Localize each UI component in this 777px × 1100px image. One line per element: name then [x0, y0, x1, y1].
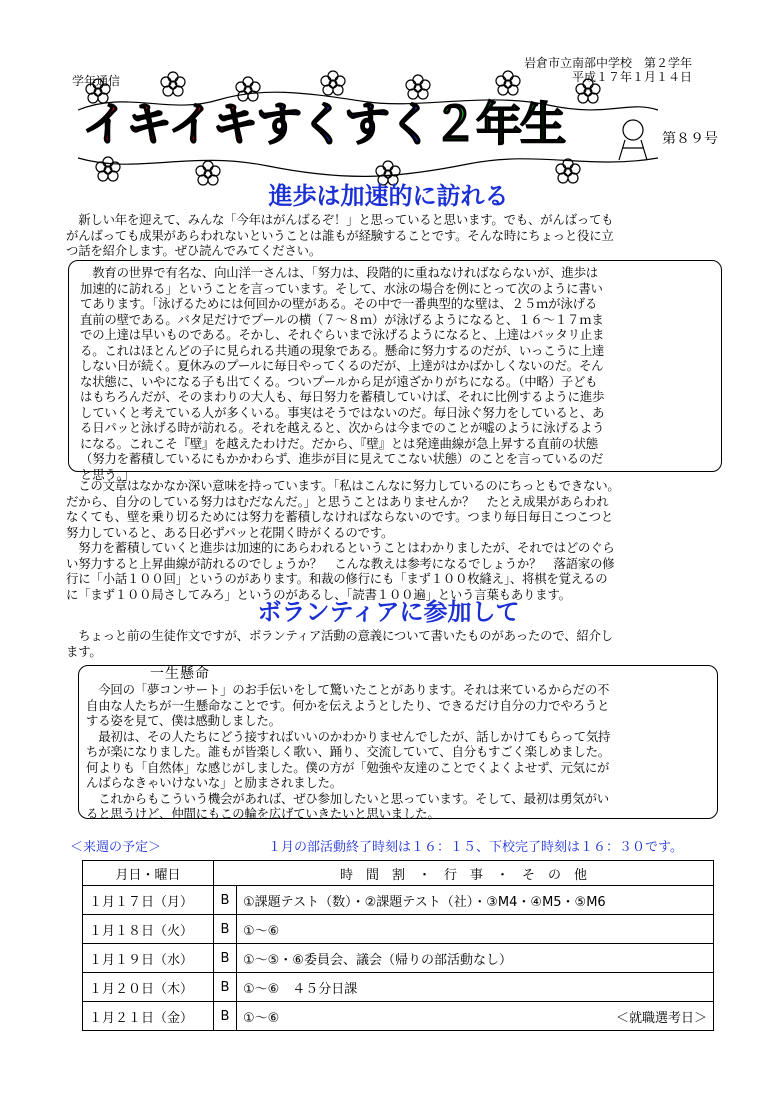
- row-content-text: ①～⑤・⑥委員会、議会（帰りの部活動なし）: [243, 952, 512, 968]
- issue-number: 第８９号: [662, 131, 718, 147]
- row-content-text: ①課題テスト（数）・②課題テスト（社）・③M4・④M5・⑤M6: [243, 894, 606, 910]
- flower-icon: [161, 72, 185, 96]
- col-header-content: 時 間 割 ・ 行 事 ・ そ の 他: [214, 861, 714, 886]
- issue-date: 平成１７年１月１４日: [572, 70, 693, 84]
- row-date: １月２０日（木）: [83, 973, 214, 1002]
- text-line: てあります。「泳げるためには何回かの壁がある。その中で一番典型的な壁は、２５ｍが泳げる: [80, 296, 598, 311]
- text-line: 最初は、その人たちにどう接すればいいのかわかりませんでしたが、話しかけてもらって気持: [86, 728, 611, 744]
- table-row: [83, 973, 714, 1002]
- table-row: [83, 915, 714, 944]
- category-label: 学年通信: [72, 74, 121, 88]
- title-part-green: ２年生: [432, 97, 565, 151]
- article1-body: [66, 478, 728, 602]
- row-code: B: [214, 1002, 237, 1031]
- article2-intro: [66, 628, 728, 659]
- text-line: していくと考えている人が多くいる。事実はそうではないのだ。毎日泳ぐ努力をしていると、あ: [80, 404, 605, 420]
- article1-headline: 進歩は加速的に訪れる: [268, 182, 509, 210]
- article2-headline: ボランティアに参加して: [257, 598, 520, 626]
- text-line: ます。: [66, 643, 102, 659]
- table-row: [83, 944, 714, 973]
- row-content: [237, 973, 714, 1002]
- flower-icon: [96, 157, 120, 181]
- flower-icon: [556, 159, 580, 183]
- newsletter-title: [82, 96, 564, 152]
- school-name: 岩倉市立南部中学校 第２学年: [524, 56, 693, 70]
- row-content-text: ①～⑥: [243, 923, 280, 939]
- text-line: がんばっても成果があらわれないということは誰もが経験することです。そんな時にちょっと役に立: [66, 227, 614, 243]
- row-code: B: [214, 973, 237, 1002]
- row-content: [237, 1002, 714, 1031]
- text-line: ちょっと前の生徒作文ですが、ボランティア活動の意義について書いたものがあったので、紹介し: [66, 628, 613, 643]
- text-line: はもちろんだが、そのまわりの大人も、毎日努力を蓄積していけば、それに比例するように進歩: [80, 389, 605, 404]
- row-date: １月２１日（金）: [83, 1002, 214, 1031]
- text-line: 努力を蓄積していくと進歩は加速的にあらわれるということはわかりましたが、それではどのぐら: [66, 540, 615, 555]
- text-line: 努力していると、ある日必ずパッと花開く時がくるのです。: [66, 524, 394, 540]
- schedule-notice: １月の部活動終了時刻は１６：１５、下校完了時刻は１６：３０です。: [268, 840, 683, 855]
- text-line: 自由な人たちが一生懸命なことです。何かを伝えようとしたり、できるだけ自分の力でやろうと: [86, 697, 610, 713]
- text-line: 教育の世界で有名な、向山洋一さんは、「努力は、段階的に重ねなければならないが、進歩は: [80, 265, 598, 280]
- row-content: [237, 944, 714, 973]
- text-line: 行に「小話１００回」というのがあります。和裁の修行にも「まず１００枚縫え」、将棋を覚えるの: [66, 571, 608, 586]
- text-line: る日パッと泳げる時が訪れる。それを越えると、次からは今までのことが嘘のように泳げるよう: [80, 420, 605, 435]
- table-row: [83, 1002, 714, 1031]
- child-figure-icon: [619, 120, 647, 160]
- row-code: B: [214, 915, 237, 944]
- row-code: B: [214, 944, 237, 973]
- text-line: 何よりも「自然体」な感じがしました。僕の方が「勉強や友達のことでくよくよせず、元気にが: [86, 759, 610, 775]
- row-code: B: [214, 886, 237, 915]
- text-line: に「まず１００局さしてみろ」というのがあるし、「読書１００遍」という言葉もあります。: [66, 586, 571, 602]
- row-date: １月１９日（水）: [83, 944, 214, 973]
- col-header-date: 月日・曜日: [83, 861, 214, 886]
- article1-intro: [66, 212, 726, 259]
- text-line: ると思うけど、仲間にもこの輪を広げていきたいと思いました。: [86, 806, 440, 821]
- row-content-text: ①～⑥: [243, 1010, 280, 1026]
- text-line: （努力を蓄積しているにもかかわらず、進歩が目に見えてこない状態）のことを言っているのだ: [80, 451, 604, 466]
- table-row: [83, 886, 714, 915]
- text-line: る。これはほとんどの子に見られる共通の現象である。懸命に努力するのだが、いっこうに上達: [80, 342, 605, 358]
- table-header-row: [83, 861, 714, 886]
- text-line: い努力すると上昇曲線が訪れるのでしょうか？ こんな教えは参考になるでしょうか？ 落語家の修: [66, 555, 615, 571]
- text-line: これからもこういう機会があれば、ぜひ参加したいと思っています。そして、最初は勇気がい: [86, 790, 609, 806]
- text-line: での上達は早いものである。そかし、それぐらいまで泳げるようになると、上達はバッタリ止ま: [80, 327, 605, 342]
- row-date: １月１７日（月）: [83, 886, 214, 915]
- row-note: ＜就職選考日＞: [615, 1010, 707, 1026]
- quote-text: [80, 265, 712, 482]
- text-line: しない日が続く。夏休みのプールに毎日やってくるのだが、上達がはかばかしくないのだ。そん: [80, 358, 604, 373]
- title-part-red: イキイキ: [82, 97, 257, 151]
- row-content-text: ①～⑥ ４５分日課: [243, 981, 358, 997]
- flower-icon: [321, 71, 345, 95]
- text-line: つ話を紹介します。ぜひ読んでみてください。: [66, 243, 322, 258]
- text-line: 直前の壁である。バタ足だけでプールの横（７～８ｍ）が泳げるようになると、１６～１７ｍま: [80, 311, 604, 327]
- flower-icon: [496, 71, 520, 95]
- essay-text: [86, 682, 712, 822]
- text-line: ちが楽になりました。誰もが皆楽しく歌い、踊り、交流していて、自分もすごく楽しめました。: [86, 744, 610, 759]
- text-line: 新しい年を迎えて、みんな「今年はがんばるぞ！」と思っていると思います。でも、がんばっても: [66, 212, 614, 227]
- text-line: 今回の「夢コンサート」のお手伝いをして驚いたことがあります。それは来ているからだの不: [86, 682, 610, 697]
- schedule-label: ＜来週の予定＞: [70, 840, 162, 855]
- text-line: と思う。」: [80, 466, 135, 482]
- row-date: １月１８日（火）: [83, 915, 214, 944]
- text-line: この文章はなかなか深い意味を持っています。「私はこんなに努力しているのにちっともできない。: [66, 478, 620, 493]
- text-line: な状態に、いやになる子も出てくる。ついプールから足が遠ざかりがちになる。（中略）子ども: [80, 373, 598, 389]
- text-line: なくても、壁を乗り切るためには努力を蓄積しなければならないのです。つまり毎日毎日こつこつと: [66, 509, 614, 524]
- row-content: [237, 915, 714, 944]
- text-line: 加速的に訪れる」ということを言っています。そして、水泳の場合を例にとって次のように書い: [80, 280, 603, 296]
- text-line: する姿を見て、僕は感動しました。: [86, 713, 281, 728]
- schedule-table: [82, 860, 714, 1031]
- text-line: になる。これこそ『壁』を越えたわけだ。だから、『壁』とは発達曲線が急上昇する直前の状態: [80, 435, 598, 451]
- title-part-blue: すくすく: [256, 97, 433, 151]
- row-content: [237, 886, 714, 915]
- text-line: んばらなきゃいけないな」と励まされました。: [86, 775, 343, 790]
- essay-title: 一生懸命: [150, 666, 210, 682]
- flower-icon: [576, 79, 600, 103]
- text-line: だから、自分のしている努力はむだなんだ。」と思うことはありませんか？ たとえ成果があらわれ: [66, 493, 609, 509]
